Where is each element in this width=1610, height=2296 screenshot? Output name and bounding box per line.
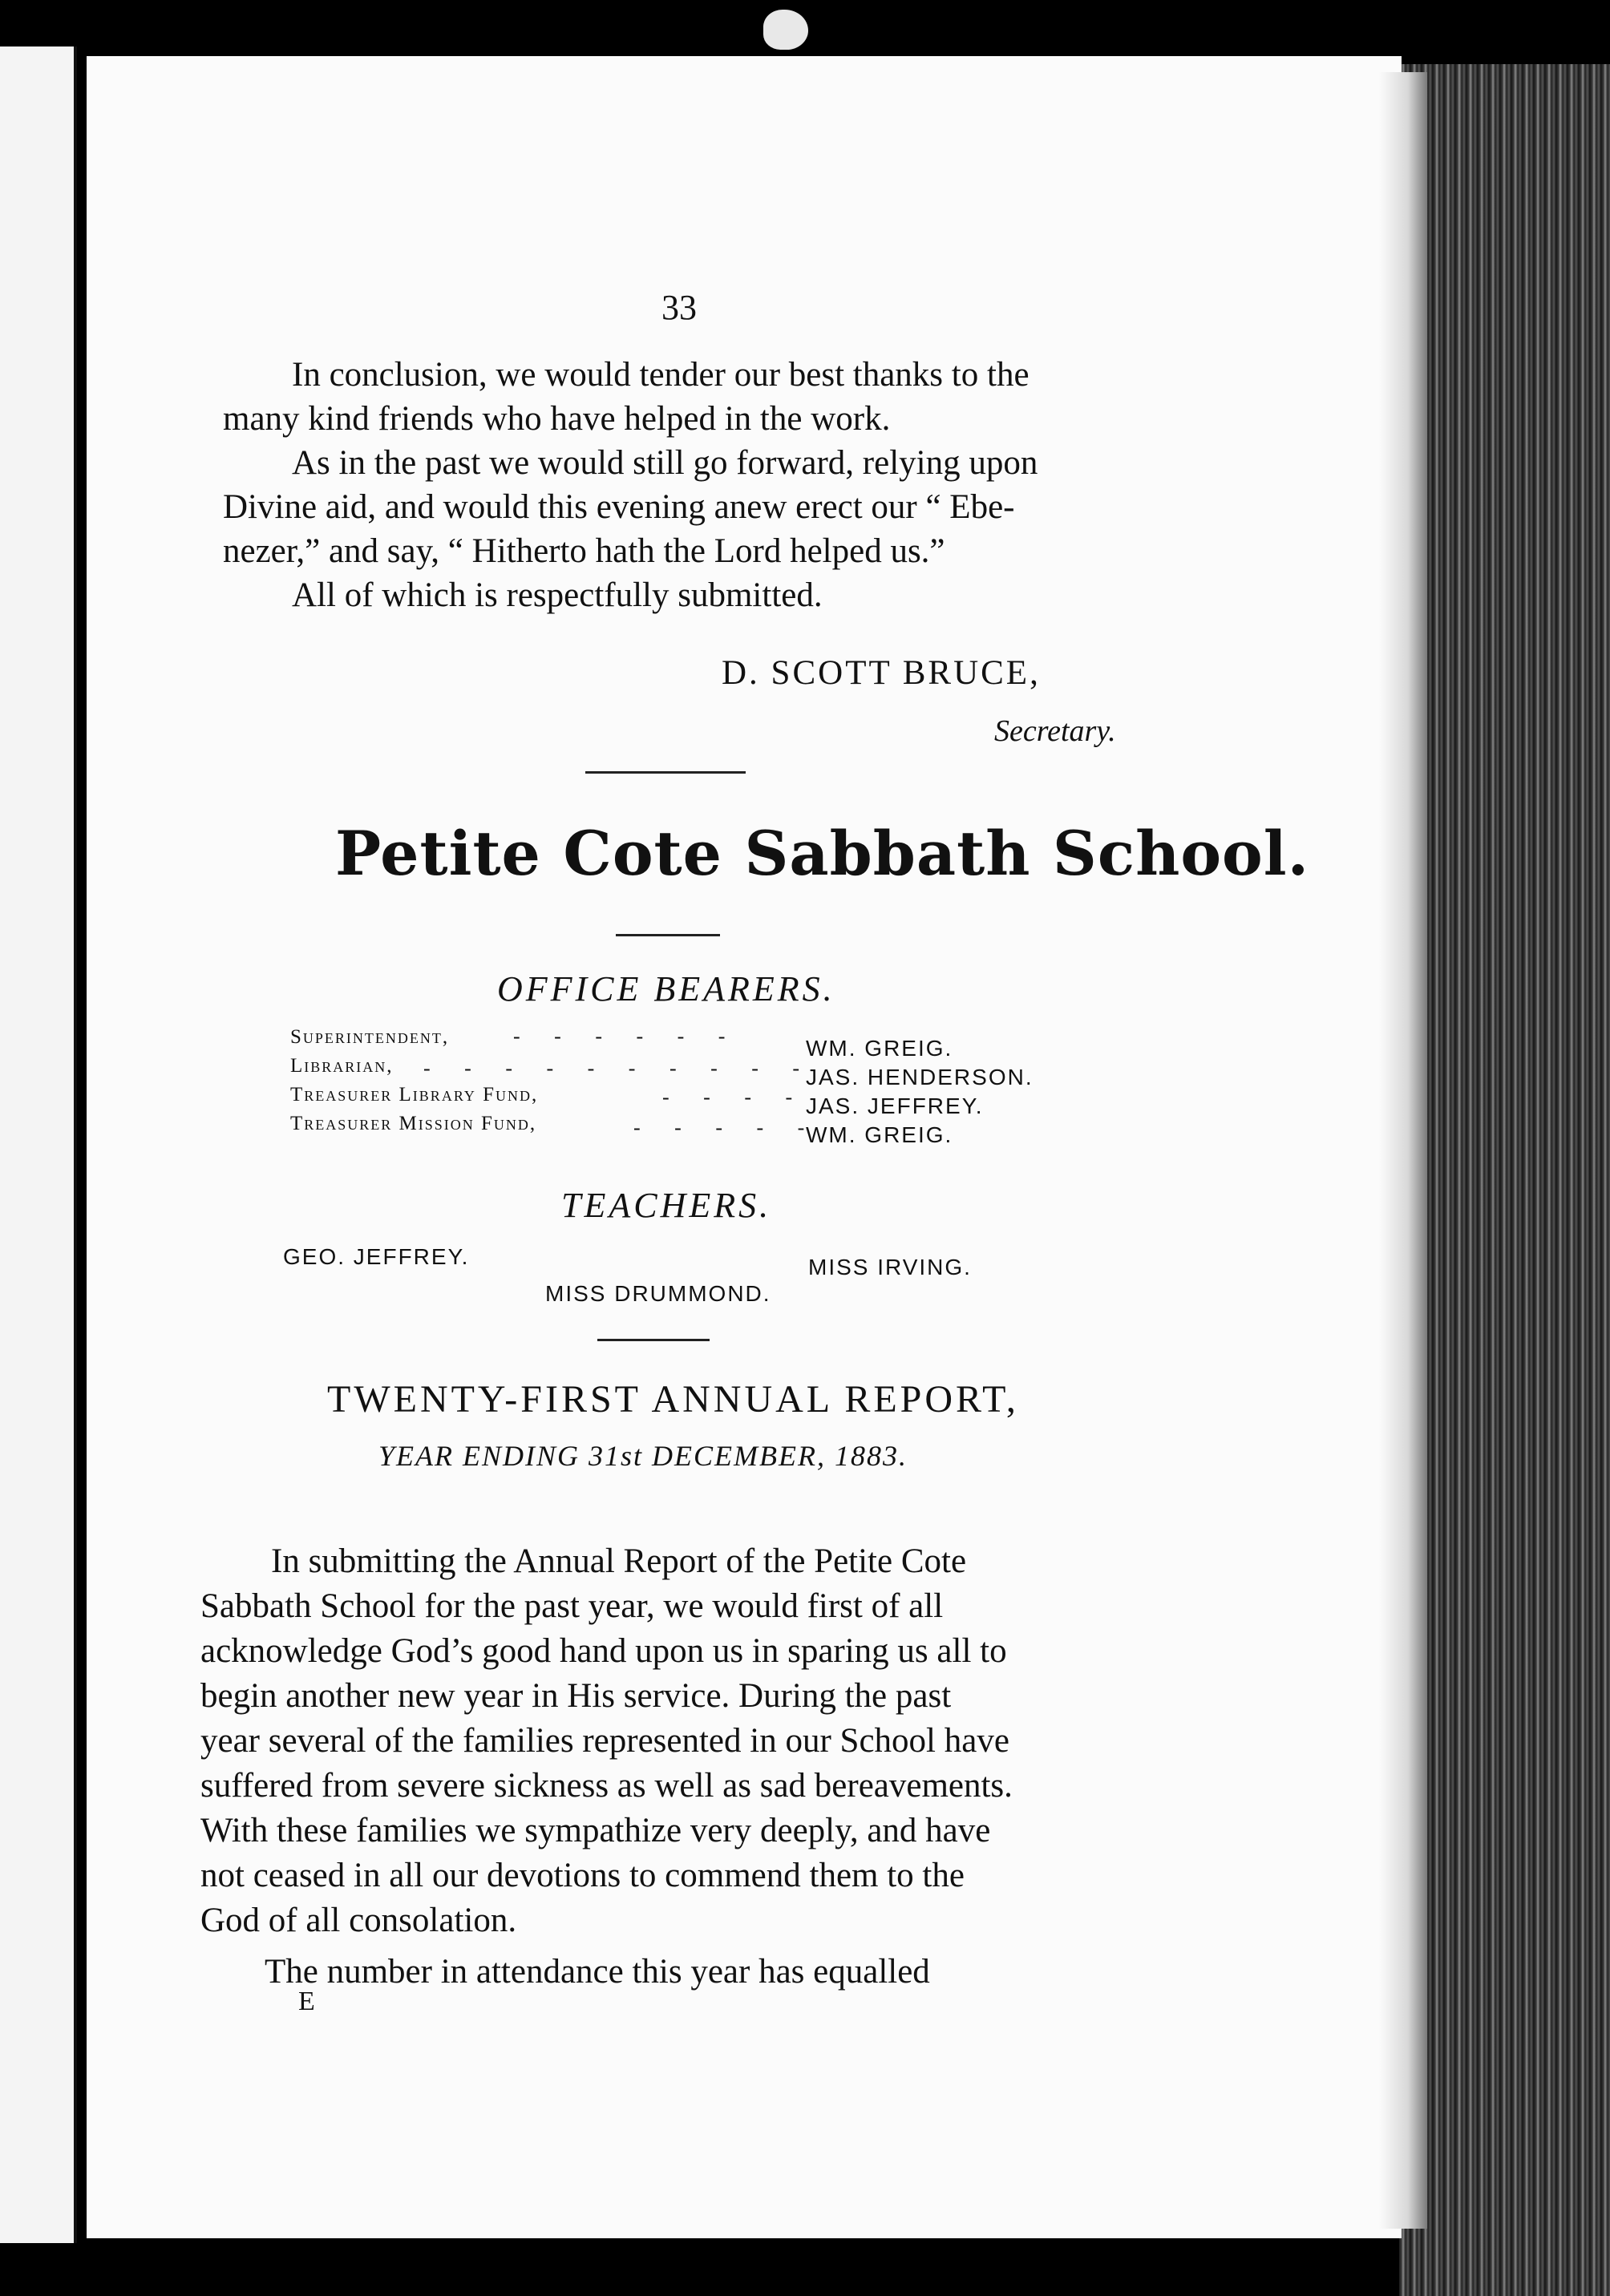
signature-name: D. SCOTT BRUCE, [722,654,1041,692]
closing-line-1: In conclusion, we would tender our best thanks to the [292,356,1030,394]
book-edges [1399,64,1610,2296]
facing-page [0,46,77,2243]
closing-line-3: As in the past we would still go forward, relying upon [292,444,1038,482]
teacher-name: MISS IRVING. [808,1255,972,1279]
report-title: TWENTY-FIRST ANNUAL REPORT, [327,1378,1019,1421]
divider [585,771,746,774]
closing-line-6: All of which is respectfully submitted. [292,576,823,614]
office-holder: JAS. JEFFREY. [806,1093,984,1118]
report-line: acknowledge God’s good hand upon us in sparing us all to [200,1632,1007,1670]
page-edge-shade [1379,72,1427,2229]
office-holder: WM. GREIG. [806,1036,953,1061]
report-line: With these families we sympathize very deeply, and have [200,1812,991,1849]
report-line: The number in attendance this year has equalled [265,1953,930,1991]
office-bearers-heading: OFFICE BEARERS. [497,969,835,1009]
report-line: suffered from severe sickness as well as sad bereavements. [200,1767,1013,1805]
leader-dots: - - - - [662,1085,807,1109]
closing-line-5: nezer,” and say, “ Hitherto hath the Lord helped us.” [223,532,945,570]
signature-title: Secretary. [994,714,1116,748]
divider [597,1339,710,1341]
school-title: Petite Cote Sabbath School. [335,818,1310,889]
report-line: God of all consolation. [200,1902,517,1939]
office-role: Librarian, [290,1055,394,1077]
divider [616,934,720,936]
leader-dots: - - - - - - - - - - [423,1057,815,1080]
report-line: Sabbath School for the past year, we would first of all [200,1587,944,1625]
report-subtitle: YEAR ENDING 31st DECEMBER, 1883. [378,1440,908,1472]
binding-mark [763,10,808,50]
teacher-name: GEO. JEFFREY. [283,1244,470,1269]
closing-line-2: many kind friends who have helped in the work. [223,400,891,438]
teacher-name: MISS DRUMMOND. [545,1281,771,1306]
report-line: begin another new year in His service. During the past [200,1677,952,1715]
leader-dots: - - - - - [633,1116,819,1139]
office-role: Treasurer Library Fund, [290,1084,539,1106]
report-line: not ceased in all our devotions to commend them to the [200,1857,965,1894]
office-role: Treasurer Mission Fund, [290,1113,537,1134]
office-role: Superintendent, [290,1026,450,1048]
leader-dots: - - - - - - [513,1025,740,1048]
closing-line-4: Divine aid, and would this evening anew erect our “ Ebe- [223,488,1015,526]
report-line: In submitting the Annual Report of the Petite Cote [271,1542,967,1580]
office-holder: JAS. HENDERSON. [806,1065,1034,1089]
teachers-heading: TEACHERS. [561,1186,772,1225]
report-line: year several of the families represented in our School have [200,1722,1009,1760]
page-number: 33 [661,288,697,327]
office-holder: WM. GREIG. [806,1122,953,1147]
signature-mark: E [298,1987,315,2016]
